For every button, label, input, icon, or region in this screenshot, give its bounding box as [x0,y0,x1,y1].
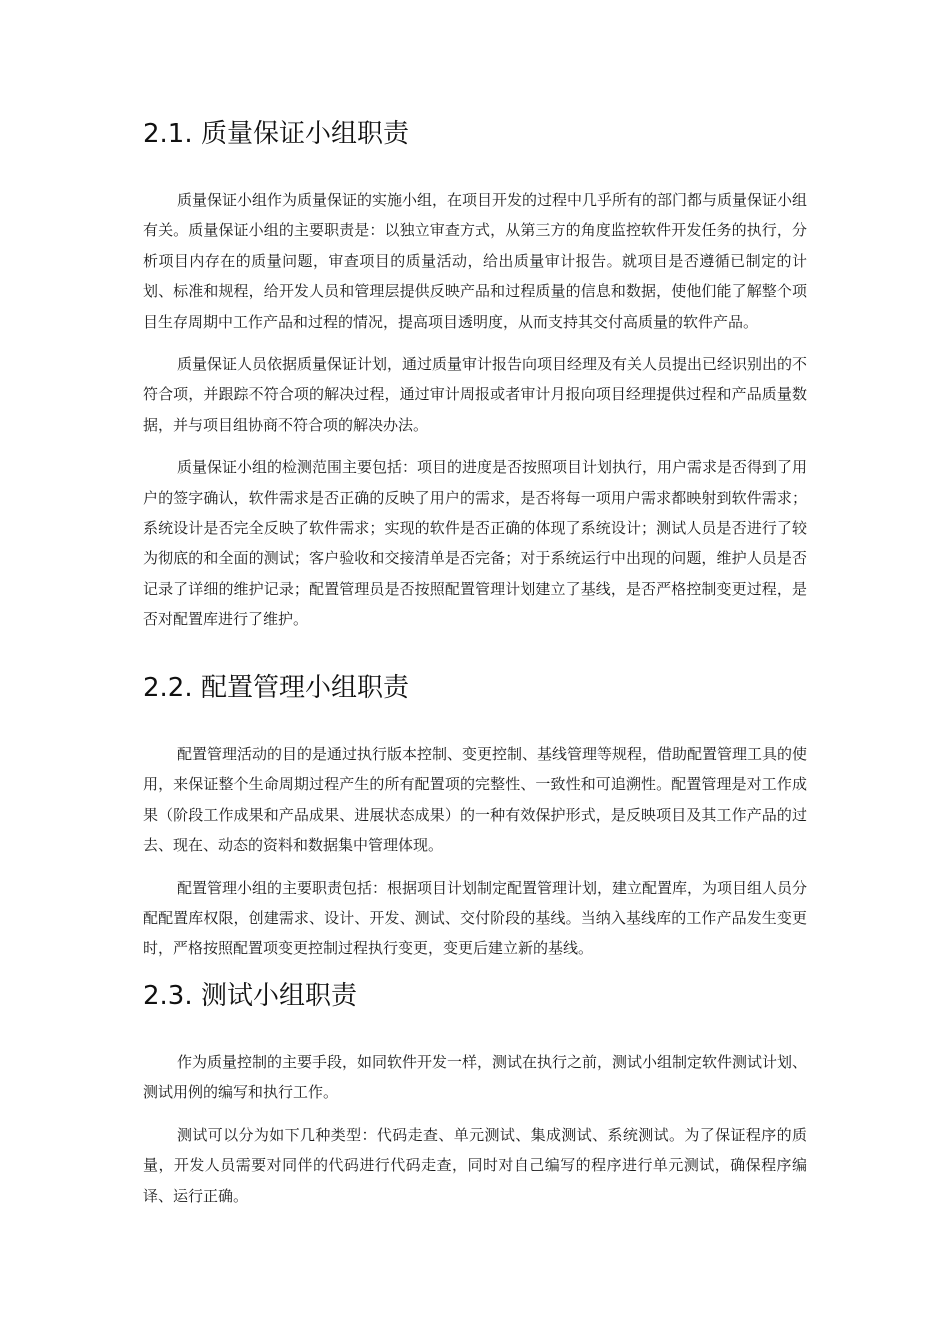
section-heading [143,672,807,704]
paragraph: 配置管理活动的目的是通过执行版本控制、变更控制、基线管理等规程，借助配置管理工具的使用，来保证整个生命周期过程产生的所有配置项的完整性、一致性和可追溯性。配置管理是对工作成果（阶段工作成果和产品成果、进展状态成果）的一种有效保护形式，是反映项目及其工作产品的过去、现在、动态的资料和数据集中管理体现。 [143,745,808,855]
section-title: 质量保证小组职责 [201,119,410,149]
section-number: 2.1. [143,119,193,149]
section-number: 2.3. [143,981,193,1011]
section-title: 测试小组职责 [201,981,358,1011]
section-2-2 [143,672,807,964]
section-heading [143,980,807,1012]
section-2-3 [143,980,807,1211]
paragraph: 配置管理小组的主要职责包括：根据项目计划制定配置管理计划，建立配置库，为项目组人员分配配置库权限，创建需求、设计、开发、测试、交付阶段的基线。当纳入基线库的工作产品发生变更时，严格按照配置项变更控制过程执行变更，变更后建立新的基线。 [143,878,808,958]
paragraph: 质量保证人员依据质量保证计划，通过质量审计报告向项目经理及有关人员提出已经识别出的不符合项，并跟踪不符合项的解决过程，通过审计周报或者审计月报向项目经理提供过程和产品质量数据，并与项目组协商不符合项的解决办法。 [143,355,808,434]
section-title: 配置管理小组职责 [201,673,410,703]
section-number: 2.2. [143,673,193,703]
paragraph: 作为质量控制的主要手段，如同软件开发一样，测试在执行之前，测试小组制定软件测试计划、测试用例的编写和执行工作。 [143,1053,808,1102]
paragraph: 测试可以分为如下几种类型：代码走查、单元测试、集成测试、系统测试。为了保证程序的质量，开发人员需要对同伴的代码进行代码走查，同时对自己编写的程序进行单元测试，确保程序编译、运行正确。 [143,1125,807,1205]
section-2-1 [143,118,807,635]
paragraph: 质量保证小组作为质量保证的实施小组，在项目开发的过程中几乎所有的部门都与质量保证小组有关。质量保证小组的主要职责是：以独立审查方式，从第三方的角度监控软件开发任务的执行，分析项目内存在的质量问题，审查项目的质量活动，给出质量审计报告。就项目是否遵循已制定的计划、标准和规程，给开发人员和管理层提供反映产品和过程质量的信息和数据，使他们能了解整个项目生存周期中工作产品和过程的情况，提高项目透明度，从而支持其交付高质量的软件产品。 [143,191,808,331]
paragraph: 质量保证小组的检测范围主要包括：项目的进度是否按照项目计划执行，用户需求是否得到了用户的签字确认，软件需求是否正确的反映了用户的需求，是否将每一项用户需求都映射到软件需求；系统设计是否完全反映了软件需求；实现的软件是否正确的体现了系统设计；测试人员是否进行了较为彻底的和全面的测试；客户验收和交接清单是否完备；对于系统运行中出现的问题，维护人员是否记录了详细的维护记录；配置管理员是否按照配置管理计划建立了基线，是否严格控制变更过程，是否对配置库进行了维护。 [143,458,808,629]
section-heading [143,118,807,150]
